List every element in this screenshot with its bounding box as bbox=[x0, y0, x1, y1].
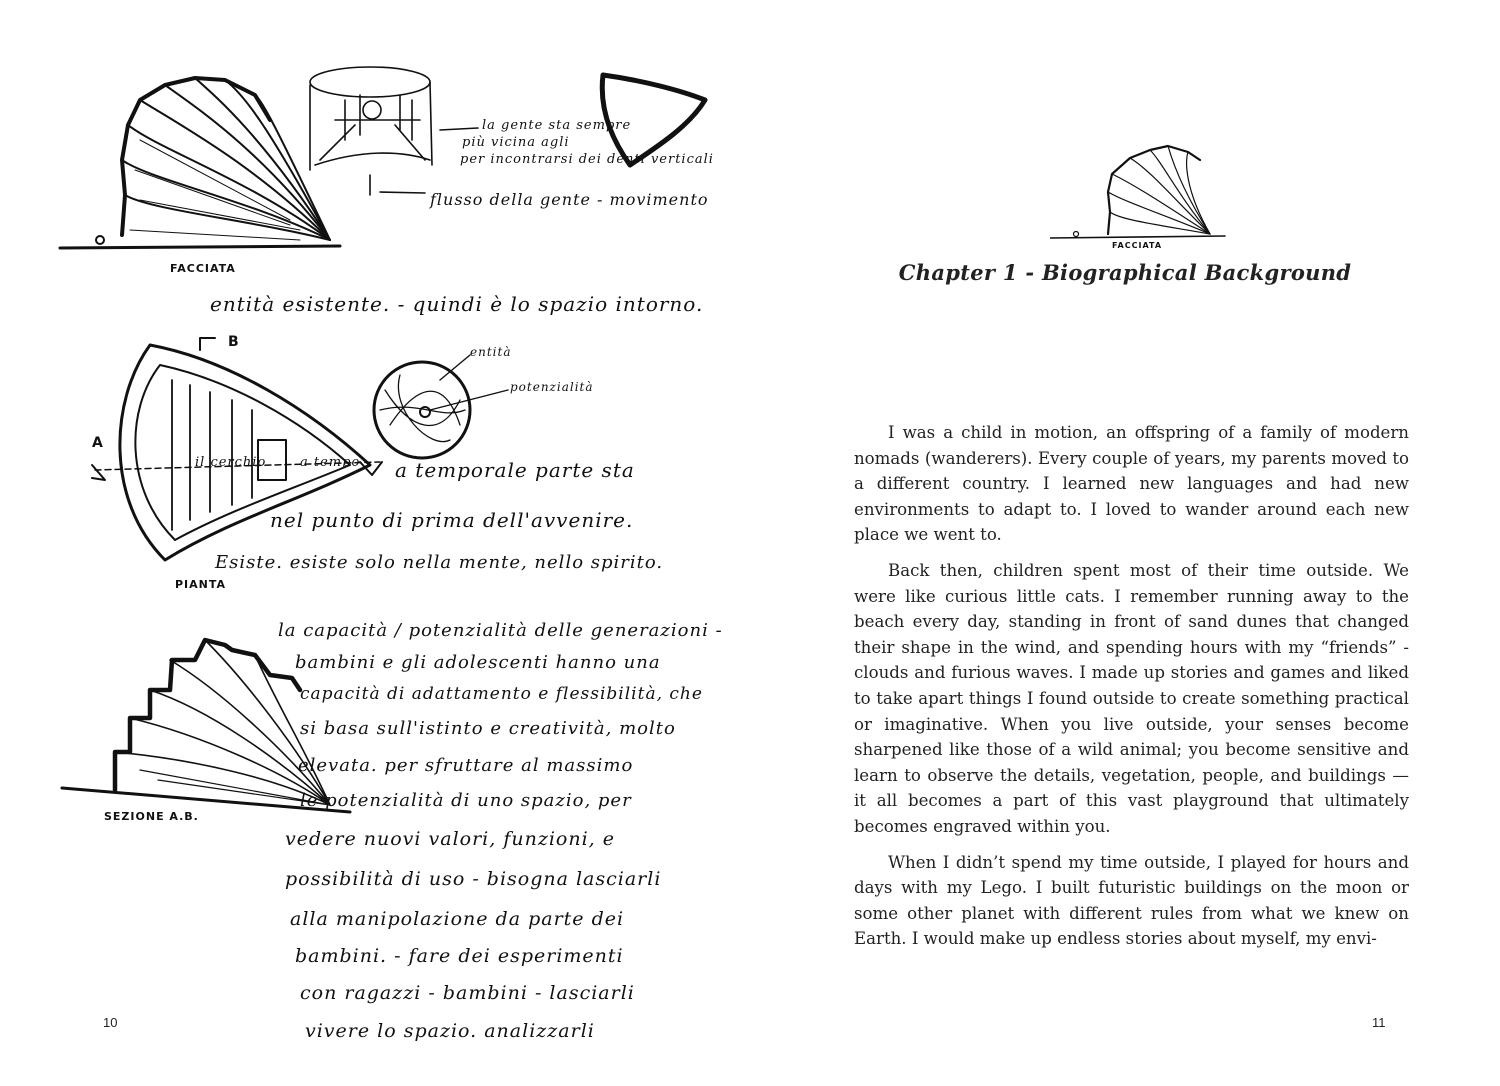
note-plan-2: a tempo bbox=[300, 455, 361, 470]
page-number-right: 11 bbox=[1372, 1015, 1386, 1030]
interior-perspective-sketch bbox=[310, 67, 432, 195]
facade-sketch bbox=[60, 78, 340, 248]
paragraph-2: Back then, children spent most of their time outside. We were like curious little cats. I remember running away to the beach every day, standing in front of sand dunes that changed their shape in the wind, and spending hours with my “friends” - clouds and furious waves. I made up stories and games and liked to take apart things I found outside to create something practical or imaginative. When you live outside, your senses become sharpened like those of a wild animal; you become sensitive and learn to observe the details, vegetation, people, and buildings — it all becomes a part of this vast playground that ultimately becomes engraved within you. bbox=[854, 560, 1409, 836]
handwritten-line-4: Esiste. esiste solo nella mente, nello spirito. bbox=[215, 552, 664, 573]
chapter-facade-icon bbox=[1050, 130, 1230, 252]
page-number-left: 10 bbox=[103, 1015, 118, 1030]
paragraph-3: When I didn’t spend my time outside, I played for hours and days with my Lego. I built futuristic buildings on the moon or some other planet with different rules from what we knew on Earth. I would make up endless stories about myself, my envi- bbox=[854, 852, 1409, 949]
chapter-body bbox=[854, 420, 1409, 962]
section-a-label: A bbox=[92, 435, 104, 451]
note-top-3: per incontrarsi dei denti verticali bbox=[460, 152, 714, 167]
facciata-label: FACCIATA bbox=[170, 262, 236, 275]
handwritten-line-10: le potenzialità di uno spazio, per bbox=[300, 790, 632, 811]
handwritten-line-12: possibilità di uso - bisogna lasciarli bbox=[285, 868, 662, 890]
note-top-1: la gente sta sempre bbox=[482, 118, 632, 133]
handwritten-line-3: nel punto di prima dell'avvenire. bbox=[270, 508, 634, 532]
chapter-title: Chapter 1 - Biographical Background bbox=[898, 260, 1352, 285]
chapter-icon-label: FACCIATA bbox=[1112, 241, 1163, 250]
section-b-label: B bbox=[228, 334, 240, 350]
sezione-label: SEZIONE A.B. bbox=[104, 810, 199, 823]
handwritten-line-7: capacità di adattamento e flessibilità, che bbox=[300, 684, 703, 704]
note-flow: flusso della gente - movimento bbox=[430, 190, 709, 209]
handwritten-line-15: con ragazzi - bambini - lasciarli bbox=[300, 982, 635, 1004]
handwritten-line-5: la capacità / potenzialità delle generazioni - bbox=[278, 620, 723, 641]
handwritten-line-13: alla manipolazione da parte dei bbox=[290, 908, 625, 930]
handwritten-line-8: si basa sull'istinto e creatività, molto bbox=[300, 718, 676, 739]
note-plan-1: il cerchio bbox=[195, 455, 267, 470]
entita-label: entità bbox=[470, 345, 512, 359]
handwritten-line-16: vivere lo spazio. analizzarli bbox=[305, 1020, 595, 1042]
potenzialita-label: potenzialità bbox=[510, 380, 594, 394]
right-page bbox=[750, 0, 1500, 1086]
paragraph-1: I was a child in motion, an offspring of a family of modern nomads (wanderers). Every couple of years, my parents moved to a different country. I learned new languages and had new environments to adapt to. I loved to wander around each new place we went to. bbox=[854, 423, 1409, 545]
handwritten-line-11: vedere nuovi valori, funzioni, e bbox=[285, 828, 615, 850]
handwritten-line-2: a temporale parte sta bbox=[395, 458, 635, 482]
handwritten-line-1: entità esistente. - quindi è lo spazio intorno. bbox=[210, 292, 704, 316]
handwritten-line-6: bambini e gli adolescenti hanno una bbox=[295, 652, 661, 673]
entity-circle-sketch bbox=[374, 355, 508, 458]
note-top-2: più vicina agli bbox=[462, 135, 570, 150]
handwritten-line-14: bambini. - fare dei esperimenti bbox=[295, 945, 624, 967]
pianta-label: PIANTA bbox=[175, 578, 227, 591]
handwritten-line-9: elevata. per sfruttare al massimo bbox=[298, 755, 634, 776]
